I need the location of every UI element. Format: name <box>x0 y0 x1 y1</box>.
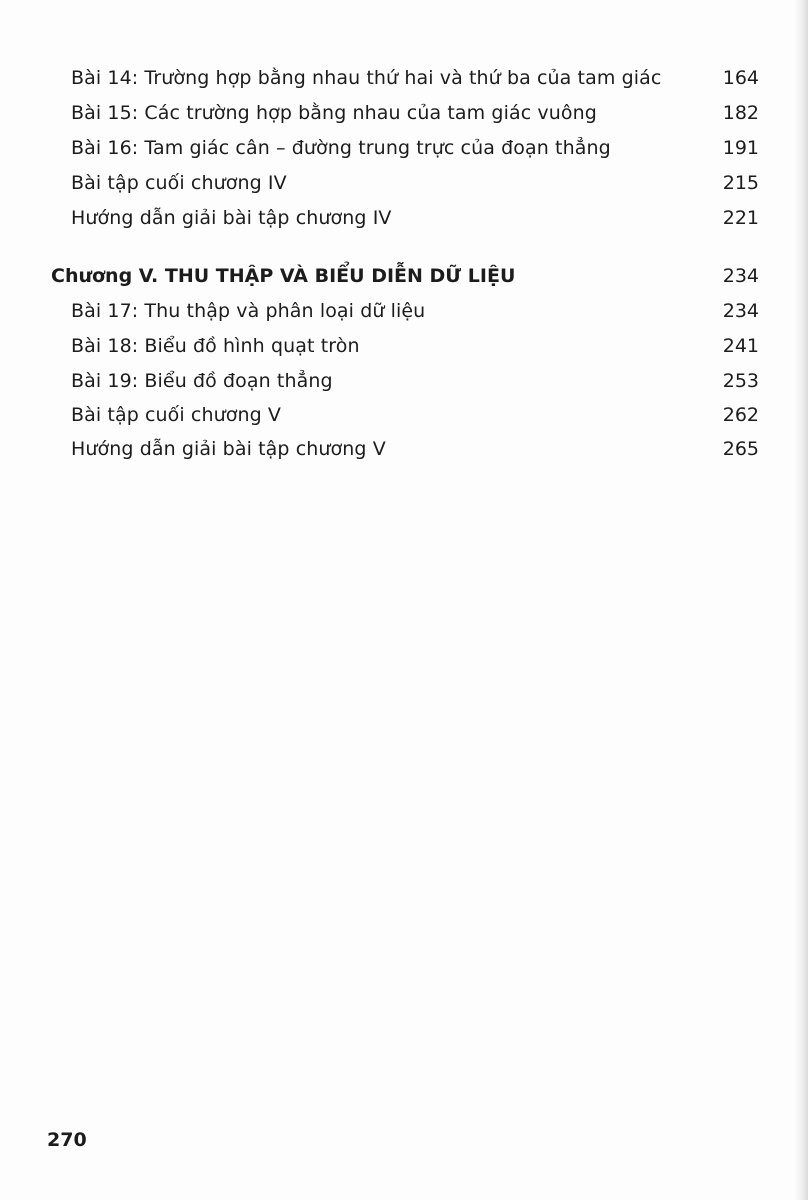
toc-entry-page: 265 <box>722 438 759 460</box>
toc-entry-lesson-14 <box>0 61 808 95</box>
toc-entry-page: 182 <box>722 102 759 124</box>
toc-entry-lesson-15 <box>0 96 808 130</box>
toc-entry-page: 234 <box>722 300 759 322</box>
toc-entry-title: Bài tập cuối chương V <box>71 404 282 426</box>
toc-chapter-5-heading <box>0 259 808 293</box>
toc-entry-title: Bài 14: Trường hợp bằng nhau thứ hai và thứ ba của tam giác <box>71 67 662 89</box>
toc-entry-title: Bài 15: Các trường hợp bằng nhau của tam giác vuông <box>71 102 597 124</box>
toc-entry-page: 262 <box>722 404 759 426</box>
toc-chapter-page: 234 <box>722 265 759 287</box>
toc-entry-page: 241 <box>722 335 759 357</box>
toc-entry-page: 191 <box>722 137 759 159</box>
toc-entry-title: Hướng dẫn giải bài tập chương IV <box>71 207 392 229</box>
toc-entry-title: Bài 16: Tam giác cân – đường trung trực của đoạn thẳng <box>71 137 611 159</box>
toc-entry-title: Bài tập cuối chương IV <box>71 172 287 194</box>
toc-entry-lesson-17 <box>0 294 808 328</box>
toc-entry-chapter4-exercises <box>0 166 808 200</box>
toc-entry-chapter5-exercises <box>0 398 808 432</box>
toc-entry-page: 221 <box>722 207 759 229</box>
toc-entry-chapter5-solutions <box>0 432 808 466</box>
toc-entry-page: 253 <box>722 370 759 392</box>
toc-entry-lesson-19 <box>0 364 808 398</box>
toc-entry-lesson-18 <box>0 329 808 363</box>
toc-entry-title: Bài 19: Biểu đồ đoạn thẳng <box>71 370 333 392</box>
page-edge-shadow <box>794 0 808 1200</box>
toc-entry-page: 215 <box>722 172 759 194</box>
toc-entry-lesson-16 <box>0 131 808 165</box>
toc-entry-title: Bài 17: Thu thập và phân loại dữ liệu <box>71 300 426 322</box>
toc-entry-title: Bài 18: Biểu đồ hình quạt tròn <box>71 335 360 357</box>
toc-entry-page: 164 <box>722 67 759 89</box>
page-number: 270 <box>47 1129 87 1151</box>
toc-chapter-title: Chương V. THU THẬP VÀ BIỂU DIỄN DỮ LIỆU <box>51 265 516 287</box>
toc-entry-title: Hướng dẫn giải bài tập chương V <box>71 438 386 460</box>
toc-entry-chapter4-solutions <box>0 201 808 235</box>
